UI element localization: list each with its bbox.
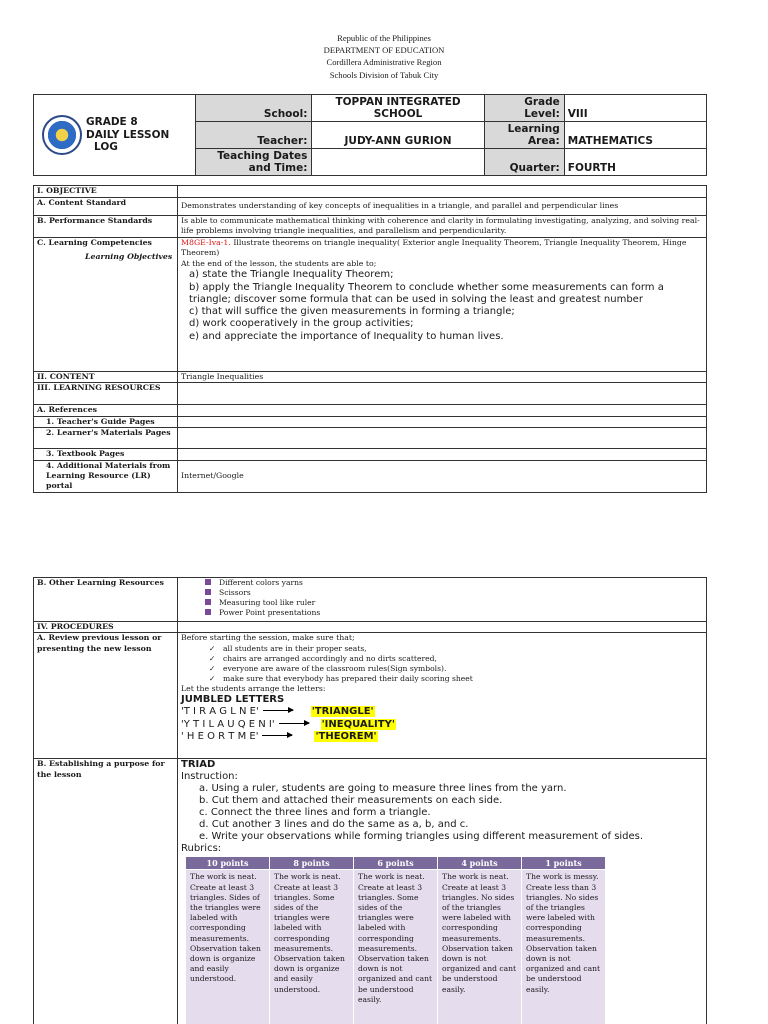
purple-bullet-icon	[205, 589, 211, 595]
lesson-header-table	[33, 94, 707, 176]
grade-label: Grade Level:	[484, 95, 564, 122]
check-item	[181, 674, 703, 684]
teacher-label: Teacher:	[196, 122, 312, 149]
other-resources-list	[178, 578, 707, 622]
deped-seal-icon	[42, 115, 82, 155]
area-value: MATHEMATICS	[564, 122, 706, 149]
textbook-empty	[178, 449, 707, 460]
agency-line: Schools Division of Tabuk City	[329, 69, 439, 80]
step-item: a. Using a ruler, students are going to measure three lines from the yarn.	[199, 783, 567, 795]
resource-item-label: Measuring tool like ruler	[219, 598, 316, 607]
procedures-table	[33, 577, 707, 1024]
resource-item	[181, 588, 703, 598]
objective-item: a) state the Triangle Inequality Theorem;	[189, 269, 394, 281]
performance-standard-value: Is able to communicate mathematical thinking with coherence and clarity in formulating investigating, analyzing, and solving real-life problems involving triangle inequalities, and parallelism and perpendicularity.	[178, 216, 707, 238]
objective-item: d) work cooperatively in the group activities;	[189, 318, 414, 330]
objectives-intro: At the end of the lesson, the students are able to;	[181, 258, 377, 268]
references-empty	[178, 405, 707, 416]
learning-objectives-label: Learning Objectives	[85, 252, 173, 262]
dates-value	[312, 149, 484, 176]
textbook-label: 3. Textbook Pages	[34, 449, 178, 460]
learners-materials-label: 2. Learner's Materials Pages	[34, 428, 178, 449]
resource-item-label: Scissors	[219, 588, 251, 597]
objective-item: e) and appreciate the importance of Inequality to human lives.	[189, 330, 504, 342]
rubric-header: 6 points	[354, 857, 438, 870]
objectives-list	[189, 269, 703, 343]
title-cell	[34, 95, 196, 176]
learning-resources-heading: III. LEARNING RESOURCES	[34, 383, 178, 405]
jumbled-question: 'Y T I L A U Q E N I'	[181, 718, 275, 730]
objective-item: c) that will suffice the given measurements in forming a triangle;	[189, 306, 515, 318]
checkmark-icon: ✓	[209, 663, 216, 673]
rubric-cell: The work is neat. Create at least 3 triangles. Some sides of the triangles were labeled with corresponding measurements. Observation taken down is organize and easily understood.	[270, 870, 354, 1024]
resource-item	[181, 578, 703, 588]
other-resources-label: B. Other Learning Resources	[34, 578, 178, 622]
rubric-table	[185, 856, 606, 1024]
content-heading: II. CONTENT	[34, 372, 178, 383]
competencies-label-cell	[34, 238, 178, 372]
checkmark-icon: ✓	[209, 643, 216, 653]
rubric-cell: The work is neat. Create at least 3 triangles. Sides of the triangles were labeled with corresponding measurements. Observation taken down is organize and easily understood.	[186, 870, 270, 1024]
purple-bullet-icon	[205, 599, 211, 605]
checkmark-icon: ✓	[209, 653, 216, 663]
agency-line: DEPARTMENT OF EDUCATION	[323, 45, 445, 56]
instruction-label: Instruction:	[181, 771, 238, 783]
rubric-cell: The work is neat. Create at least 3 triangles. Some sides of the triangles were labeled with corresponding measurements. Observation taken down is not organized and cant be understood easily.	[354, 870, 438, 1024]
competency-text: Illustrate theorems on triangle inequality( Exterior angle Inequality Theorem, Triangle Inequality Theorem, Hinge Theorem)	[181, 238, 687, 258]
jumbled-row	[181, 719, 703, 731]
jumbled-title: JUMBLED LETTERS	[181, 694, 285, 706]
jumbled-answer: 'THEOREM'	[315, 731, 377, 743]
dates-label: Teaching Dates and Time:	[196, 149, 312, 176]
check-item-label: everyone are aware of the classroom rules(Sign symbols).	[223, 663, 447, 673]
step-item: e. Write your observations while forming triangles using different measurement of sides.	[199, 831, 644, 843]
check-item	[181, 654, 703, 664]
checkmark-icon: ✓	[209, 673, 216, 683]
arrow-right-icon	[279, 723, 309, 724]
objective-heading-empty	[178, 186, 707, 198]
school-label: School:	[196, 95, 312, 122]
step-item: c. Connect the three lines and form a triangle.	[199, 807, 431, 819]
rubric-header: 4 points	[438, 857, 522, 870]
jumbled-answer: 'TRIANGLE'	[311, 706, 374, 718]
resource-item	[181, 598, 703, 608]
check-item	[181, 644, 703, 654]
check-item-label: all students are in their proper seats,	[223, 643, 367, 653]
jumbled-answer: 'INEQUALITY'	[321, 718, 395, 730]
rubric-cell: The work is neat. Create at least 3 triangles. No sides of the triangles were labeled with corresponding measurements. Observation taken down is not organized and cant be understood easily.	[438, 870, 522, 1024]
objectives-table	[33, 185, 707, 493]
check-item	[181, 664, 703, 674]
title-line: GRADE 8	[86, 116, 138, 129]
resource-item	[181, 608, 703, 618]
objective-heading: I. OBJECTIVE	[34, 186, 178, 198]
school-value: TOPPAN INTEGRATED SCHOOL	[312, 95, 484, 122]
procedures-heading: IV. PROCEDURES	[34, 622, 178, 633]
review-label: A. Review previous lesson or presenting the new lesson	[34, 633, 178, 759]
teacher-value: JUDY-ANN GURION	[312, 122, 484, 149]
quarter-value: FOURTH	[564, 149, 706, 176]
area-label: Learning Area:	[484, 122, 564, 149]
resource-item-label: Power Point presentations	[219, 608, 321, 617]
arrow-right-icon	[263, 710, 293, 711]
purple-bullet-icon	[205, 579, 211, 585]
arrange-instruction: Let the students arrange the letters:	[181, 683, 326, 693]
purpose-content	[178, 759, 707, 1024]
teachers-guide-label: 1. Teacher's Guide Pages	[34, 416, 178, 427]
jumbled-row	[181, 731, 703, 743]
rubrics-label: Rubrics:	[181, 843, 222, 855]
learning-resources-empty	[178, 383, 707, 405]
competencies-label: C. Learning Competencies	[37, 238, 152, 247]
content-standard-value: Demonstrates understanding of key concepts of inequalities in a triangle, and parallel and perpendicular lines	[178, 198, 707, 216]
content-standard-label: A. Content Standard	[34, 198, 178, 216]
rubric-header: 10 points	[186, 857, 270, 870]
rubric-header: 1 points	[522, 857, 606, 870]
purple-bullet-icon	[205, 609, 211, 615]
check-item-label: make sure that everybody has prepared their daily scoring sheet	[223, 673, 473, 683]
grade-value: VIII	[564, 95, 706, 122]
agency-line: Republic of the Philippines	[337, 33, 431, 43]
references-label: A. References	[34, 405, 178, 416]
agency-header	[0, 32, 768, 81]
additional-materials-value: Internet/Google	[178, 460, 707, 492]
step-item: d. Cut another 3 lines and do the same as a, b, and c.	[199, 819, 469, 831]
title-line: LOG	[94, 141, 118, 154]
performance-standard-label: B. Performance Standards	[34, 216, 178, 238]
competency-code: M8GE-Iva-1.	[181, 238, 231, 247]
rubric-header: 8 points	[270, 857, 354, 870]
review-content	[178, 633, 707, 759]
competencies-value	[178, 238, 707, 372]
jumbled-row	[181, 706, 703, 718]
quarter-label: Quarter:	[484, 149, 564, 176]
agency-line: Cordillera Administrative Region	[326, 57, 442, 68]
jumbled-question: ' H E O R T M E'	[181, 731, 259, 743]
objective-item: b) apply the Triangle Inequality Theorem to conclude whether some measurements can form a triangle; discover some formula that can be used in solving the least and greatest number	[189, 281, 664, 305]
triad-title: TRIAD	[181, 759, 216, 771]
arrow-right-icon	[262, 735, 292, 736]
check-item-label: chairs are arranged accordingly and no dirts scattered,	[223, 653, 437, 663]
step-item: b. Cut them and attached their measurements on each side.	[199, 795, 503, 807]
learners-materials-empty	[178, 428, 707, 449]
additional-materials-label: 4. Additional Materials from Learning Resource (LR) portal	[34, 460, 178, 492]
rubric-cell: The work is messy. Create less than 3 triangles. No sides of the triangles were labeled with corresponding measurements. Observation taken down is not organized and cant be understood easily.	[522, 870, 606, 1024]
content-value: Triangle Inequalities	[178, 372, 707, 383]
procedures-heading-empty	[178, 622, 707, 633]
review-intro: Before starting the session, make sure that;	[181, 633, 355, 643]
title-line: DAILY LESSON	[86, 128, 170, 141]
teachers-guide-empty	[178, 416, 707, 427]
resource-item-label: Different colors yarns	[219, 578, 303, 587]
purpose-label: B. Establishing a purpose for the lesson	[34, 759, 178, 1024]
jumbled-question: 'T I R A G L N E'	[181, 706, 259, 718]
